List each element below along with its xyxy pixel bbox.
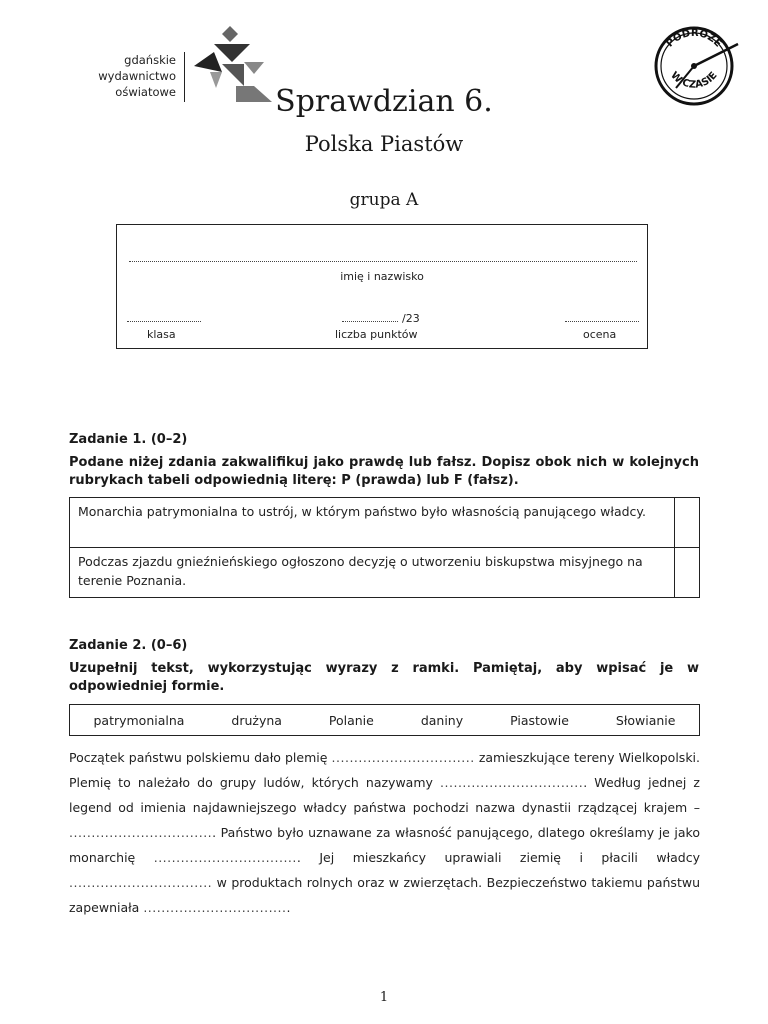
grade-field[interactable]: [565, 321, 639, 322]
word-bank-item: Piastowie: [510, 712, 569, 728]
text-fragment: . Według jednej z legend od imienia najdawniejszego władcy państwa pochodzi nazwa dynastii rządzącej krajem –: [69, 775, 700, 815]
points-field[interactable]: [342, 312, 442, 325]
group-label: grupa A: [349, 190, 419, 210]
stamp-bottom-text: W CZASIE: [668, 69, 720, 91]
fill-blank[interactable]: ................................: [440, 775, 584, 790]
stamp-top-text: PODRÓŻE: [664, 27, 724, 50]
grade-label: ocena: [583, 328, 617, 341]
answer-cell[interactable]: [675, 498, 700, 548]
publisher-name-line: oświatowe: [115, 85, 176, 99]
text-fragment: . Jej mieszkańcy uprawiali ziemię i płacili władcy: [296, 850, 700, 865]
true-false-table: [69, 497, 700, 598]
word-bank-item: patrymonialna: [93, 712, 185, 728]
fill-blank[interactable]: ................................: [69, 875, 213, 890]
statement-cell: Podczas zjazdu gnieźnieńskiego ogłoszono decyzję o utworzeniu biskupstwa misyjnego na terenie Poznania.: [70, 548, 675, 598]
name-label: imię i nazwisko: [340, 270, 424, 283]
text-fragment: Początek państwu polskiemu dało plemię: [69, 750, 328, 765]
name-field[interactable]: [129, 261, 637, 262]
statement-cell: Monarchia patrymonialna to ustrój, w którym państwo było własnością panującego władcy.: [70, 498, 675, 548]
fill-blank[interactable]: ................................: [143, 900, 287, 915]
publisher-name-line: gdańskie: [124, 53, 176, 67]
word-bank-item: drużyna: [231, 712, 282, 728]
cloze-text: [69, 745, 700, 920]
points-label: liczba punktów: [335, 328, 418, 341]
task2-heading: Zadanie 2. (0–6): [69, 638, 188, 653]
word-bank: [69, 704, 700, 736]
fill-blank[interactable]: ................................: [69, 825, 213, 840]
table-row: [70, 498, 700, 548]
student-info-box: [116, 224, 648, 349]
text-fragment: .: [286, 900, 291, 915]
class-label: klasa: [147, 328, 176, 341]
text-fragment: . Państwo było uznawane za własność panującego, dlatego określamy je jako monarchię: [69, 825, 700, 865]
page-title: Sprawdzian 6.: [275, 84, 493, 119]
task1-heading: Zadanie 1. (0–2): [69, 432, 188, 447]
text-fragment: w produktach rolnych oraz w zwierzętach. Bezpieczeństwo takiemu państwu zapewniała: [69, 875, 700, 915]
task2-instruction: Uzupełnij tekst, wykorzystując wyrazy z ramki. Pamiętaj, aby wpisać je w odpowiedniej formie.: [69, 661, 699, 694]
answer-cell[interactable]: [675, 548, 700, 598]
class-field[interactable]: [127, 321, 201, 322]
points-blank[interactable]: [342, 321, 398, 322]
page-number: 1: [379, 990, 389, 1005]
points-max: /23: [402, 312, 420, 325]
svg-text:PODRÓŻE: [664, 26, 723, 49]
fill-blank[interactable]: ................................: [331, 750, 475, 765]
text-fragment: zamieszkujące tereny Wielkopolski. Plemię to należało do grupy ludów, których nazywamy: [69, 750, 700, 790]
word-bank-item: Polanie: [328, 712, 374, 728]
page-subtitle: Polska Piastów: [304, 132, 464, 156]
fill-blank[interactable]: ................................: [153, 850, 297, 865]
task1-instruction: Podane niżej zdania zakwalifikuj jako prawdę lub fałsz. Dopisz obok nich w kolejnych rubrykach tabeli odpowiednią literę: P (prawda) lub F (fałsz).: [69, 455, 699, 488]
word-bank-item: daniny: [420, 712, 464, 728]
word-bank-item: Słowianie: [615, 712, 676, 728]
publisher-name-line: wydawnictwo: [98, 69, 176, 83]
table-row: [70, 548, 700, 598]
